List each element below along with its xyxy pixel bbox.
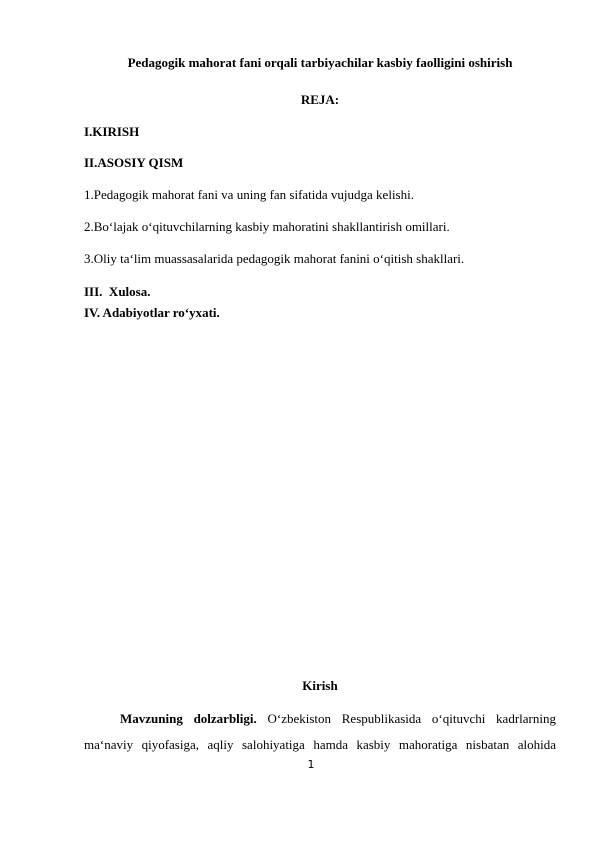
- plan-item-main-part: II.ASOSIY QISM: [84, 155, 184, 170]
- paragraph-line-1: [84, 706, 556, 732]
- plan-item-2: 2.Bo‘lajak o‘qituvchilarning kasbiy mahoratini shakllantirish omillari.: [84, 219, 450, 234]
- paragraph-lead: Mavzuning dolzarbligi.: [120, 711, 257, 726]
- plan-item-introduction: I.KIRISH: [84, 124, 140, 139]
- paragraph-line-2: ma‘naviy qiyofasiga, aqliy salohiyatiga hamda kasbiy mahoratiga nisbatan alohida: [84, 737, 556, 752]
- section-heading-introduction: Kirish: [302, 678, 338, 693]
- page-number: 1: [307, 758, 315, 771]
- plan-item-3: 3.Oliy ta‘lim muassasalarida pedagogik mahorat fanini o‘qitish shakllari.: [84, 251, 465, 266]
- plan-item-references: IV. Adabiyotlar ro‘yxati.: [84, 305, 220, 320]
- plan-item-conclusion: III. Xulosa.: [84, 284, 151, 299]
- plan-heading: REJA:: [300, 92, 340, 107]
- document-title: Pedagogik mahorat fani orqali tarbiyachilar kasbiy faolligini oshirish: [127, 55, 513, 70]
- paragraph-text-1: O‘zbekiston Respublikasida o‘qituvchi kadrlarning: [256, 711, 556, 726]
- plan-item-1: 1.Pedagogik mahorat fani va uning fan sifatida vujudga kelishi.: [84, 187, 414, 202]
